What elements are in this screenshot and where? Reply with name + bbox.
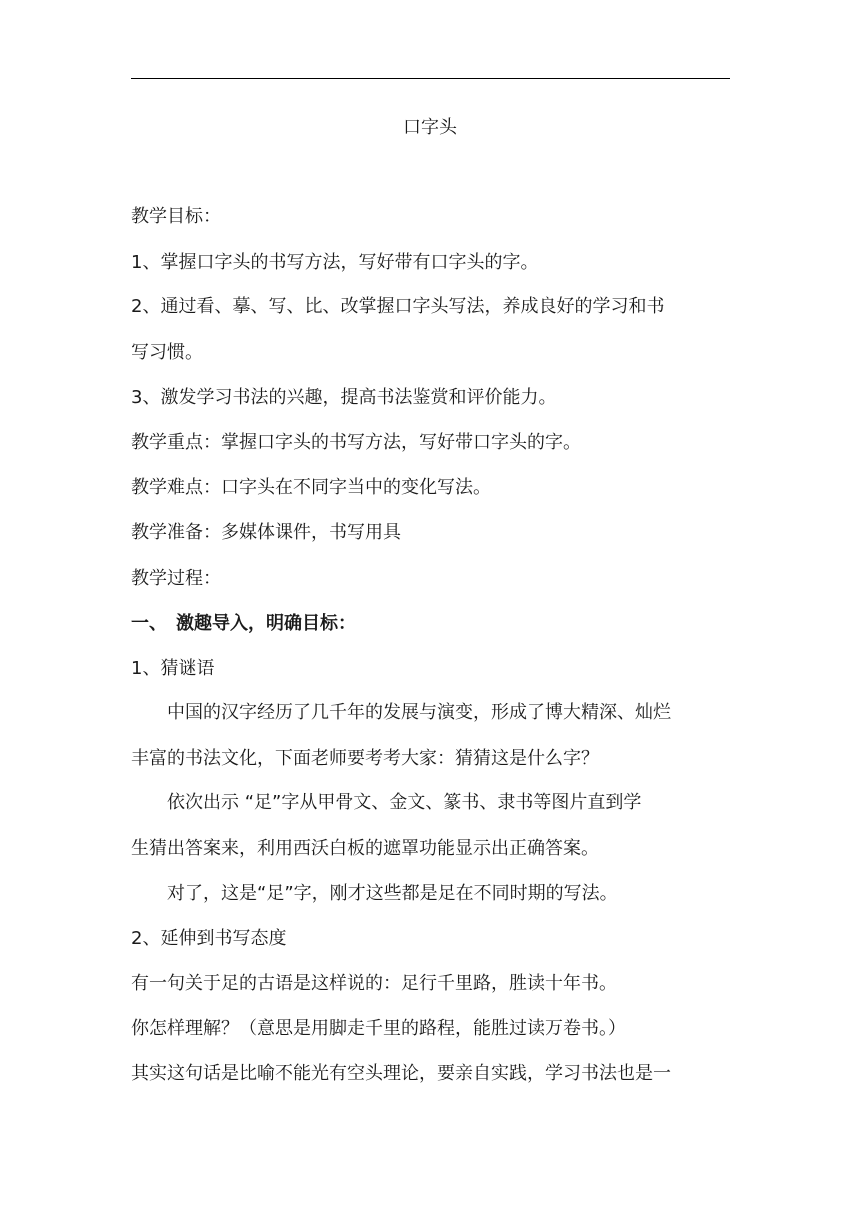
paragraph-4: 有一句关于足的古语是这样说的：足行千里路，胜读十年书。 [131, 973, 617, 994]
objective-2-line-2: 写习惯。 [131, 342, 203, 363]
paragraph-2-line-1: 依次出示 “足”字从甲骨文、金文、篆书、隶书等图片直到学 [131, 792, 642, 813]
paragraph-1-line-2: 丰富的书法文化，下面老师要考考大家：猜猜这是什么字？ [131, 748, 599, 769]
objective-1: 1、掌握口字头的书写方法，写好带有口字头的字。 [131, 252, 539, 273]
paragraph-5: 你怎样理解？（意思是用脚走千里的路程，能胜过读万卷书。） [131, 1018, 626, 1039]
paragraph-1-line-1: 中国的汉字经历了几千年的发展与演变，形成了博大精深、灿烂 [131, 702, 671, 723]
paragraph-2-line-2: 生猜出答案来，利用西沃白板的遮罩功能显示出正确答案。 [131, 838, 599, 859]
header-rule [131, 78, 730, 79]
process-heading: 教学过程： [131, 568, 221, 589]
key-point: 教学重点：掌握口字头的书写方法，写好带口字头的字。 [131, 432, 581, 453]
document-title: 口字头 [403, 117, 457, 138]
item-2: 2、延伸到书写态度 [131, 928, 287, 949]
difficulty: 教学难点：口字头在不同字当中的变化写法。 [131, 477, 491, 498]
paragraph-6: 其实这句话是比喻不能光有空头理论，要亲自实践，学习书法也是一 [131, 1063, 671, 1084]
preparation: 教学准备：多媒体课件，书写用具 [131, 522, 401, 543]
paragraph-3: 对了，这是“足”字，刚才这些都是足在不同时期的写法。 [131, 883, 618, 904]
section-1-heading: 一、 激趣导入，明确目标： [131, 613, 356, 634]
objective-2-line-1: 2、通过看、摹、写、比、改掌握口字头写法，养成良好的学习和书 [131, 296, 665, 317]
objectives-heading: 教学目标： [131, 206, 221, 227]
item-1: 1、猜谜语 [131, 658, 215, 679]
objective-3: 3、激发学习书法的兴趣，提高书法鉴赏和评价能力。 [131, 387, 557, 408]
